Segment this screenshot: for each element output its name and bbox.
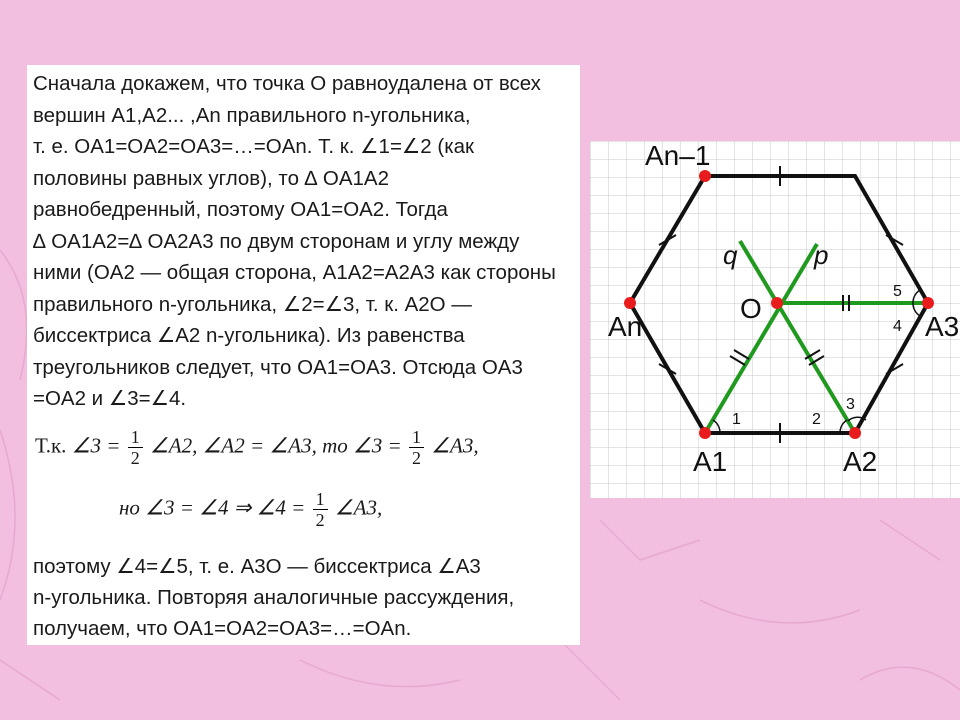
proof-line: половины равных углов), то ∆ OA1A2 xyxy=(33,166,389,190)
hexagon-diagram-panel xyxy=(590,141,960,498)
vertex-a3 xyxy=(922,297,934,309)
proof-line: поэтому ∠4=∠5, т. е. A3O — биссектриса ∠A3 xyxy=(33,555,481,578)
proof-text-panel xyxy=(27,65,580,645)
grid xyxy=(590,141,960,498)
angle-5-label: 5 xyxy=(893,283,902,300)
vertex-an xyxy=(624,297,636,309)
label-an: An xyxy=(608,311,643,342)
angle-2-label: 2 xyxy=(812,411,821,428)
proof-line: ними (OA2 — общая сторона, A1A2=A2A3 как стороны xyxy=(33,261,556,284)
vertex-an-1 xyxy=(699,170,711,182)
vertex-a2 xyxy=(849,427,861,439)
label-a1: A1 xyxy=(693,446,728,477)
angle-3-label: 3 xyxy=(846,396,855,413)
proof-line: биссектриса ∠A2 n-угольника). Из равенства xyxy=(33,324,465,347)
angle-4-label: 4 xyxy=(893,318,902,335)
proof-line: равнобедренный, поэтому OA1=OA2. Тогда xyxy=(33,198,448,221)
label-p: p xyxy=(814,240,829,270)
proof-line: треугольников следует, что OA1=OA3. Отсюда OA3 xyxy=(33,355,523,379)
angle-1-label: 1 xyxy=(732,411,741,428)
proof-line: n-угольника. Повторяя аналогичные рассуждения, xyxy=(33,586,515,609)
formula-2: но ∠3 = ∠4 ⇒ ∠4 = $\frac{1}{2}$ ∠A3, xyxy=(119,489,383,530)
label-a2: A2 xyxy=(843,446,878,477)
center-o xyxy=(771,297,783,309)
proof-line: получаем, что OA1=OA2=OA3=…=OAn. xyxy=(33,617,412,640)
label-an-1: An–1 xyxy=(645,141,711,171)
proof-line: =OA2 и ∠3=∠4. xyxy=(33,387,187,410)
proof-line: правильного n-угольника, ∠2=∠3, т. к. A2O — xyxy=(33,292,472,316)
label-a3: A3 xyxy=(925,311,960,342)
label-o: O xyxy=(740,293,762,324)
hexagon-diagram xyxy=(590,141,960,498)
proof-line: вершин A1,A2... ,An правильного n-угольника, xyxy=(33,103,471,127)
vertex-a1 xyxy=(699,427,711,439)
proof-line: ∆ OA1A2=∆ OA2A3 по двум сторонам и углу между xyxy=(33,229,520,253)
formula-1: Т.к. ∠3 = $\frac{1}{2}$ ∠A2, ∠A2 = ∠A3, то ∠3 = $\frac{1}{2}$ ∠A3, xyxy=(35,427,479,468)
label-q: q xyxy=(723,240,738,270)
proof-line: Сначала докажем, что точка O равноудалена от всех xyxy=(33,72,541,95)
proof-line: т. е. OA1=OA2=OA3=…=OAn. Т. к. ∠1=∠2 (как xyxy=(33,135,475,158)
